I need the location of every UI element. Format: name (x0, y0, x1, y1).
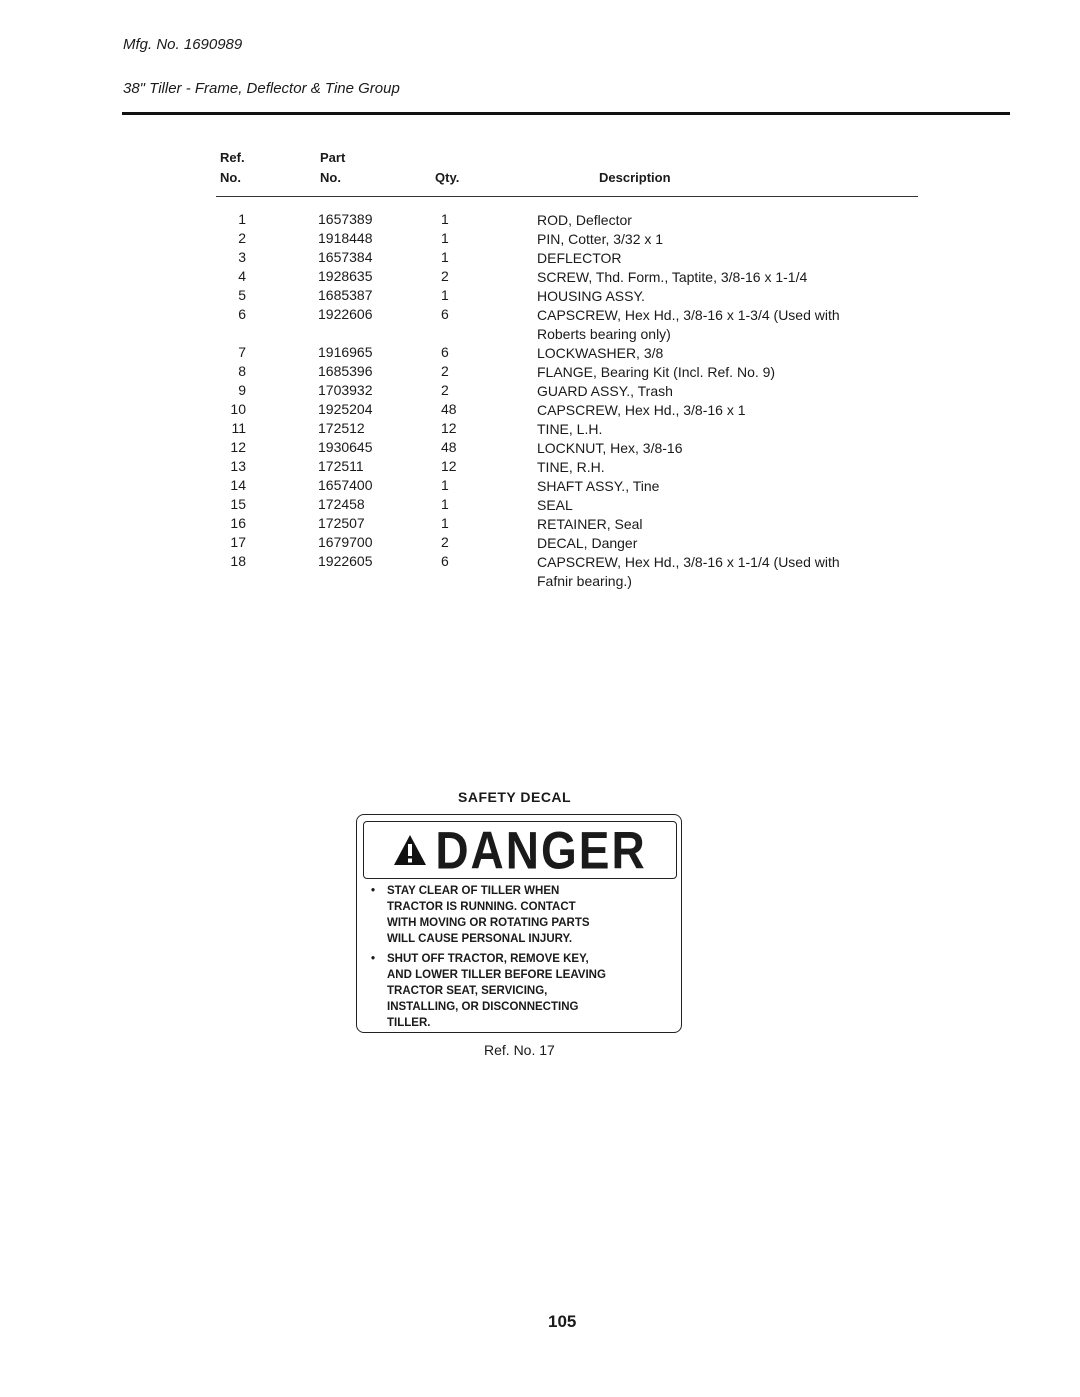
description-cell (537, 363, 775, 382)
ref-cell: 14 (230, 477, 246, 493)
description-line: SHAFT ASSY., Tine (537, 478, 660, 494)
warning-line: TRACTOR IS RUNNING. CONTACT (387, 901, 576, 913)
part-number-cell: 172458 (318, 496, 365, 512)
part-number-cell: 172507 (318, 515, 365, 531)
qty-cell: 48 (441, 401, 457, 417)
description-cell (537, 458, 605, 477)
warning-line: TRACTOR SEAT, SERVICING, (387, 985, 548, 997)
ref-cell: 10 (230, 401, 246, 417)
ref-cell: 7 (238, 344, 246, 360)
part-number-cell: 1657389 (318, 211, 373, 227)
table-row (0, 230, 1080, 249)
ref-cell: 9 (238, 382, 246, 398)
part-number-cell: 1928635 (318, 268, 373, 284)
warning-line: STAY CLEAR OF TILLER WHEN (387, 885, 560, 897)
ref-cell: 8 (238, 363, 246, 379)
description-cell (537, 344, 663, 363)
bullet-icon: • (371, 885, 376, 897)
table-row (0, 382, 1080, 401)
description-line: GUARD ASSY., Trash (537, 383, 673, 399)
ref-cell: 15 (230, 496, 246, 512)
qty-cell: 2 (441, 268, 449, 284)
part-number-cell: 1703932 (318, 382, 373, 398)
qty-cell: 6 (441, 344, 449, 360)
table-row (0, 439, 1080, 458)
qty-cell: 2 (441, 534, 449, 550)
danger-decal (356, 814, 682, 1033)
section-title: 38" Tiller - Frame, Deflector & Tine Group (123, 80, 400, 97)
ref-cell: 3 (238, 249, 246, 265)
qty-cell: 1 (441, 230, 449, 246)
table-row (0, 496, 1080, 515)
description-line: SCREW, Thd. Form., Taptite, 3/8-16 x 1-1/4 (537, 269, 808, 285)
table-row (0, 344, 1080, 363)
qty-cell: 1 (441, 477, 449, 493)
qty-cell: 1 (441, 211, 449, 227)
ref-cell: 4 (238, 268, 246, 284)
header-qty: Qty. (435, 170, 460, 185)
part-number-cell: 1685387 (318, 287, 373, 303)
part-number-cell: 172511 (318, 458, 364, 474)
table-row (0, 401, 1080, 420)
description-line: HOUSING ASSY. (537, 288, 645, 304)
description-cell (537, 306, 840, 344)
qty-cell: 2 (441, 382, 449, 398)
description-line: RETAINER, Seal (537, 516, 643, 532)
danger-warnings (367, 883, 667, 1035)
qty-cell: 2 (441, 363, 449, 379)
qty-cell: 6 (441, 553, 449, 569)
table-row (0, 477, 1080, 496)
description-line: LOCKWASHER, 3/8 (537, 345, 664, 361)
ref-cell: 2 (238, 230, 246, 246)
table-row (0, 553, 1080, 591)
description-line: Roberts bearing only) (537, 326, 671, 342)
description-cell (537, 439, 683, 458)
part-number-cell: 1930645 (318, 439, 373, 455)
description-line: FLANGE, Bearing Kit (Incl. Ref. No. 9) (537, 364, 776, 380)
description-cell (537, 420, 602, 439)
ref-cell: 11 (231, 420, 246, 436)
part-number-cell: 172512 (318, 420, 365, 436)
ref-cell: 12 (230, 439, 246, 455)
ref-cell: 6 (238, 306, 246, 322)
warning-line: WITH MOVING OR ROTATING PARTS (387, 917, 590, 929)
description-line: DECAL, Danger (537, 535, 638, 551)
table-row (0, 249, 1080, 268)
ref-cell: 18 (230, 553, 246, 569)
description-line: CAPSCREW, Hex Hd., 3/8-16 x 1 (537, 402, 746, 418)
description-cell (537, 401, 746, 420)
qty-cell: 6 (441, 306, 449, 322)
description-line: LOCKNUT, Hex, 3/8-16 (537, 440, 683, 456)
description-cell (537, 268, 807, 287)
warning-triangle-icon (393, 834, 427, 866)
description-cell (537, 553, 840, 591)
ref-cell: 1 (238, 211, 246, 227)
part-number-cell: 1657400 (318, 477, 373, 493)
header-ref-top: Ref. (220, 150, 245, 165)
table-row (0, 420, 1080, 439)
ref-cell: 13 (230, 458, 246, 474)
page-number: 105 (548, 1312, 577, 1331)
ref-cell: 17 (230, 534, 246, 550)
ref-cell: 5 (238, 287, 246, 303)
description-line: CAPSCREW, Hex Hd., 3/8-16 x 1-3/4 (Used with (537, 307, 840, 323)
table-row (0, 363, 1080, 382)
decal-ref-note: Ref. No. 17 (484, 1042, 555, 1058)
part-number-cell: 1685396 (318, 363, 373, 379)
header-description: Description (599, 170, 671, 185)
table-row (0, 458, 1080, 477)
description-cell (537, 287, 645, 306)
header-part-top: Part (320, 150, 346, 165)
part-number-cell: 1916965 (318, 344, 373, 360)
description-line: TINE, R.H. (537, 459, 605, 475)
description-cell (537, 515, 643, 534)
warning-line: SHUT OFF TRACTOR, REMOVE KEY, (387, 953, 589, 965)
qty-cell: 48 (441, 439, 457, 455)
qty-cell: 1 (441, 287, 449, 303)
part-number-cell: 1918448 (318, 230, 373, 246)
description-line: DEFLECTOR (537, 250, 622, 266)
table-row (0, 268, 1080, 287)
table-row (0, 306, 1080, 344)
description-cell (537, 230, 663, 249)
description-line: ROD, Deflector (537, 212, 632, 228)
warning-bullet (367, 951, 667, 1031)
description-line: CAPSCREW, Hex Hd., 3/8-16 x 1-1/4 (Used with (537, 554, 840, 570)
table-row (0, 534, 1080, 553)
part-number-cell: 1679700 (318, 534, 373, 550)
warning-line: TILLER. (387, 1017, 431, 1029)
table-row (0, 211, 1080, 230)
qty-cell: 1 (441, 249, 449, 265)
part-number-cell: 1925204 (318, 401, 373, 417)
description-cell (537, 477, 659, 496)
description-line: SEAL (537, 497, 573, 513)
header-rule (122, 112, 1010, 115)
table-row (0, 287, 1080, 306)
warning-line: AND LOWER TILLER BEFORE LEAVING (387, 969, 606, 981)
bullet-icon: • (371, 953, 376, 965)
table-header-rule (216, 196, 918, 197)
description-cell (537, 382, 673, 401)
description-line: Fafnir bearing.) (537, 573, 632, 589)
description-cell (537, 496, 573, 515)
qty-cell: 1 (441, 515, 449, 531)
table-row (0, 515, 1080, 534)
warning-bullet (367, 883, 667, 947)
warning-line: WILL CAUSE PERSONAL INJURY. (387, 933, 573, 945)
part-number-cell: 1922606 (318, 306, 373, 322)
description-cell (537, 534, 637, 553)
qty-cell: 12 (441, 420, 457, 436)
danger-word: DANGER (435, 820, 647, 880)
description-line: TINE, L.H. (537, 421, 603, 437)
warning-line: INSTALLING, OR DISCONNECTING (387, 1001, 579, 1013)
mfg-number: Mfg. No. 1690989 (123, 36, 243, 53)
description-cell (537, 249, 622, 268)
part-number-cell: 1922605 (318, 553, 373, 569)
description-line: PIN, Cotter, 3/32 x 1 (537, 231, 664, 247)
description-cell (537, 211, 632, 230)
parts-table (0, 211, 1080, 591)
part-number-cell: 1657384 (318, 249, 373, 265)
danger-banner (363, 821, 677, 879)
qty-cell: 12 (441, 458, 457, 474)
header-part-bottom: No. (320, 170, 341, 185)
ref-cell: 16 (230, 515, 246, 531)
safety-decal-title: SAFETY DECAL (458, 789, 572, 805)
qty-cell: 1 (441, 496, 449, 512)
header-ref-bottom: No. (220, 170, 241, 185)
